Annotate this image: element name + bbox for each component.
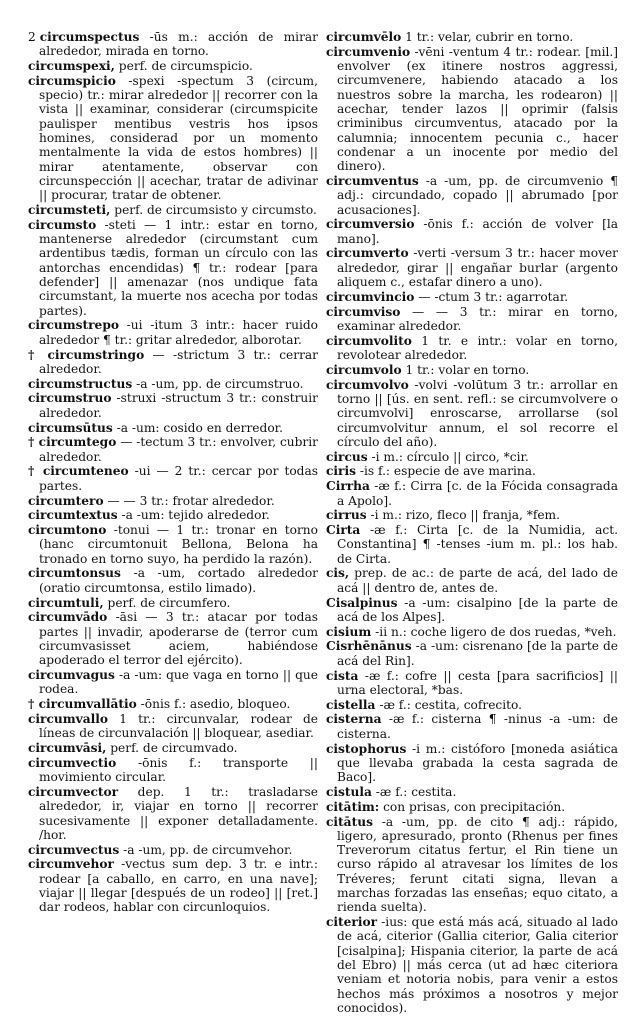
entry-headword: Cisalpinus — [326, 595, 398, 610]
entry-headword: circumtextus — [28, 508, 118, 523]
entry-headword: circumvenio — [326, 44, 411, 59]
entry-definition: -spexi -spectum 3 (circum, specio) tr.: mirar alrededor || recorrer con la vista || examinar, considerar (circumspicite paulisper mentibus vestris hos ipsos homines, considerad por un momento mentalmente la vida de estos hombres) || mirar atentamente, observar con circunspección || acechar, tratar de adivinar || procurar, tratar de obtener. — [39, 73, 318, 203]
dictionary-entry — [28, 59, 318, 73]
entry-definition: -ōnis f.: transporte || movimiento circular. — [39, 755, 318, 785]
dictionary-entry — [28, 508, 318, 522]
dictionary-entry — [326, 479, 618, 508]
entry-headword: circumsteti, — [28, 203, 111, 218]
dictionary-entry — [326, 669, 618, 698]
entry-definition: -ui — 2 tr.: cercar por todas partes. — [39, 464, 318, 493]
dictionary-entry — [28, 697, 318, 711]
entry-definition: dep. 1 tr.: trasladarse alrededor, ir, viajar en torno || recorrer sucesivamente || exponer detalladamente. /hor. — [39, 784, 318, 842]
dictionary-entry — [326, 290, 618, 304]
entry-headword: circumvectus — [28, 842, 120, 857]
dictionary-entry — [326, 566, 618, 595]
entry-headword: † circumstringo — [28, 347, 145, 362]
dictionary-entry — [326, 45, 618, 174]
entry-headword: † circumteneo — [28, 464, 129, 479]
dictionary-entry — [28, 756, 318, 785]
dictionary-entry — [326, 698, 618, 712]
entry-headword: circumtero — [28, 493, 104, 508]
dictionary-entry — [28, 30, 318, 59]
entry-definition: — -ctum 3 tr.: agarrotar. — [414, 289, 569, 304]
entry-definition: -a -um, pp. de circumstruo. — [132, 376, 304, 391]
dictionary-entry — [326, 378, 618, 449]
entry-definition: -æ f.: Cirra [c. de la Fócida consagrada a Apolo]. — [337, 479, 618, 508]
entry-headword: circumvehor — [28, 857, 114, 872]
dictionary-entry — [28, 843, 318, 857]
entry-headword: circumstrepo — [28, 318, 119, 333]
dictionary-entry — [326, 508, 618, 522]
dictionary-entry — [28, 523, 318, 566]
entry-headword: circumspexi, — [28, 59, 115, 74]
entry-definition: -struxi -structum 3 tr.: construir alrededor. — [39, 391, 318, 420]
entry-headword: † circumtego — [28, 435, 117, 450]
dictionary-entry — [28, 566, 318, 595]
entry-headword: circumsūtus — [28, 420, 113, 435]
entry-headword: † circumvallātio — [28, 697, 137, 712]
entry-headword: circus — [326, 449, 368, 464]
entry-headword: cistella — [326, 697, 376, 712]
entry-headword: circumventus — [326, 173, 419, 188]
entry-definition: -steti — 1 intr.: estar en torno, mantenerse alrededor (circumstant cum ardentibus tædis, forman un círculo con las antorchas encendidas) ¶ tr.: rodear [para defender] || amenazar (nos undique fata circumstant, la muerte nos acecha por todas partes). — [39, 217, 318, 318]
entry-definition: -a -um, pp. de circumvehor. — [119, 842, 293, 857]
dictionary-entry — [326, 217, 618, 246]
entry-definition: -a -um, pp. de cito ¶ adj.: rápido, ligero, apresurado, pronto (Rhenus per fines Treverorum citatus fertur, el Rin tiene un curso rápido al atravesar los límites de los Tréveres; ferunt citati signa, llevan a marchas forzadas las enseñas; equo citato, a rienda suelta). — [337, 814, 618, 915]
entry-definition: perf. de circumsisto y circumsto. — [110, 203, 317, 218]
entry-definition: -ui -itum 3 intr.: hacer ruido alrededor ¶ tr.: gritar alrededor, alborotar. — [39, 318, 318, 347]
entry-definition: -āsi — 3 tr.: atacar por todas partes || invadir, apoderarse de (terror cum circumvasisset aciem, habiéndose apoderado el terror del ejército). — [39, 610, 318, 668]
entry-definition: -i m.: cistóforo [moneda asiática que llevaba grabada la cesta sagrada de Baco]. — [337, 741, 618, 785]
entry-definition: -tonui — 1 tr.: tronar en torno (hanc circumtonuit Bellona, Belona ha tronado en torno suyo, ha perdido la razón). — [39, 523, 318, 566]
dictionary-entry — [326, 596, 618, 625]
dictionary-entry — [28, 741, 318, 755]
entry-headword: Cirrha — [326, 479, 370, 494]
dictionary-entry — [326, 464, 618, 478]
entry-headword: circumspectus — [39, 30, 140, 44]
entry-definition: -is f.: especie de ave marina. — [355, 464, 536, 479]
entry-headword: circumtono — [28, 523, 107, 538]
entry-headword: circumvolvo — [326, 377, 409, 392]
dictionary-entry — [28, 377, 318, 391]
entry-headword: Cirta — [326, 523, 361, 538]
entry-headword: circumvallo — [28, 711, 109, 726]
dictionary-entry — [326, 305, 618, 334]
entry-definition: prep. de ac.: de parte de acá, del lado de acá || dentro de, antes de. — [337, 566, 618, 595]
entry-definition: 1 tr. e intr.: volar en torno, revolotear alrededor. — [337, 333, 618, 363]
dictionary-entry — [28, 464, 318, 493]
entry-definition: con prisas, con precipitación. — [379, 799, 566, 814]
dictionary-entry — [326, 523, 618, 566]
entry-headword: cisterna — [326, 712, 382, 727]
entry-headword: circumvādo — [28, 610, 108, 625]
entry-definition: -a -um: que vaga en torno || que rodea. — [39, 668, 318, 697]
dictionary-entry — [326, 450, 618, 464]
dictionary-entry — [28, 785, 318, 842]
right-column — [326, 30, 618, 1016]
dictionary-entry — [326, 915, 618, 1015]
entry-definition: -i m.: rizo, fleco || franja, *fem. — [366, 508, 560, 523]
dictionary-entry — [326, 246, 618, 289]
entry-headword: circumstruo — [28, 391, 112, 406]
dictionary-entry — [28, 494, 318, 508]
entry-headword: circumviso — [326, 304, 401, 319]
dictionary-entry — [28, 348, 318, 377]
entry-headword: circumversio — [326, 217, 415, 232]
entry-headword: circumvolo — [326, 362, 402, 377]
page-number: 2 — [28, 30, 36, 44]
dictionary-entry — [28, 218, 318, 318]
entry-definition: -æ f.: Cirta [c. de la Numidia, act. Constantina] ¶ -tenses -ium m. pl.: los hab. de Cirta. — [337, 523, 618, 566]
entry-headword: circumvāsi, — [28, 741, 107, 756]
dictionary-entry — [326, 712, 618, 741]
entry-headword: circumstructus — [28, 376, 133, 391]
entry-headword: cis, — [326, 566, 350, 581]
entry-definition: 1 tr.: velar, cubrir en torno. — [401, 30, 574, 44]
entry-definition: perf. de circumvado. — [106, 741, 238, 756]
entry-definition: -ōnis f.: acción de volver [la mano]. — [337, 217, 618, 246]
entry-definition: — -tectum 3 tr.: envolver, cubrir alrededor. — [39, 435, 318, 464]
dictionary-entry — [28, 596, 318, 610]
entry-definition: perf. de circumspicio. — [114, 59, 253, 74]
entry-headword: circumspicio — [28, 73, 116, 88]
entry-definition: -æ f.: cestita, cofrecito. — [375, 697, 523, 712]
entry-definition: -vēni -ventum 4 tr.: rodear. [mil.] envolver (ex itinere nostros aggressi, circumvenere, habiendo atacado a los nuestros sobre la marcha, les rodearon) || acechar, tender lazos || oprimir (falsis criminibus circumventus, atacado por la calumnia; innocentem pecunia c., hacer condenar a un inocente por medio del dinero). — [337, 44, 618, 174]
entry-definition: — — 3 tr.: mirar en torno, examinar alrededor. — [337, 304, 618, 333]
dictionary-entry — [28, 857, 318, 914]
entry-headword: circumsto — [28, 217, 97, 232]
entry-headword: citātim: — [326, 799, 380, 814]
entry-definition: — — 3 tr.: frotar alrededor. — [103, 493, 275, 508]
dictionary-entry — [326, 174, 618, 217]
entry-headword: Cisrhēnānus — [326, 639, 412, 654]
dictionary-entry — [326, 639, 618, 668]
entry-definition: 1 tr.: volar en torno. — [401, 362, 530, 377]
entry-definition: -a -um, cortado alrededor (oratio circumtonsa, estilo limado). — [39, 566, 318, 595]
entry-headword: circumvagus — [28, 668, 115, 683]
entry-headword: circumverto — [326, 246, 409, 261]
dictionary-entry — [326, 800, 618, 814]
dictionary-entry — [28, 668, 318, 697]
entry-definition: -i m.: círculo || circo, *cir. — [367, 449, 529, 464]
entry-definition: — -strictum 3 tr.: cerrar alrededor. — [39, 347, 318, 376]
dictionary-entry — [28, 610, 318, 667]
entry-definition: -a -um: tejido alrededor. — [117, 508, 270, 523]
dictionary-entry — [28, 318, 318, 347]
dictionary-entry — [28, 421, 318, 435]
dictionary-entry — [28, 435, 318, 464]
entry-definition: -a -um: cisrenano [de la parte de acá del Rin]. — [337, 639, 618, 668]
entry-headword: circumvēlo — [326, 30, 402, 44]
entry-headword: circumtuli, — [28, 595, 104, 610]
entry-definition: -verti -versum 3 tr.: hacer mover alrededor, girar || engañar burlar (argento aliquem c., estafar dinero a uno). — [337, 246, 618, 290]
entry-headword: ciris — [326, 464, 356, 479]
entry-headword: cirrus — [326, 508, 367, 523]
entry-headword: cistula — [326, 784, 372, 799]
entry-headword: circumvectio — [28, 755, 117, 770]
dictionary-entry — [326, 785, 618, 799]
entry-definition: -ōnis f.: asedio, bloqueo. — [136, 697, 291, 712]
dictionary-entry — [326, 815, 618, 915]
entry-headword: cista — [326, 668, 359, 683]
entry-definition: -ūs m.: acción de mirar alrededor, mirada en torno. — [39, 30, 318, 59]
entry-definition: -æ f.: cofre || cesta [para sacrificios] || urna electoral, *bas. — [337, 668, 618, 697]
dictionary-entry — [28, 712, 318, 741]
entry-headword: circumvector — [28, 784, 119, 799]
dictionary-entry — [28, 74, 318, 203]
dictionary-entry — [326, 625, 618, 639]
entry-definition: -ii n.: coche ligero de dos ruedas, *veh. — [371, 624, 617, 639]
entry-definition: -ius: que está más acá, situado al lado de acá, citerior (Gallia citerior, Galia citerior [cisalpina]; Hispania citerior, la parte de acá del Ebro) || más cerca (ut ad hæc citeriora veniam et notoria nobis, para venir a estos hechos más próximos a nosotros y mejor conocidos). — [337, 915, 618, 1015]
entry-definition: -a -um: cosido en derredor. — [112, 420, 284, 435]
left-column — [28, 30, 318, 915]
entry-definition: perf. de circumfero. — [103, 595, 231, 610]
entry-definition: -æ f.: cestita. — [371, 784, 457, 799]
dictionary-entry — [28, 391, 318, 420]
entry-headword: citerior — [326, 915, 378, 930]
dictionary-entry — [326, 30, 618, 44]
entry-definition: -a -um, pp. de circumvenio ¶ adj.: circundado, copado || abrumado [por acusaciones]. — [337, 173, 618, 217]
entry-definition: 1 tr.: circunvalar, rodear de líneas de circunvalación || bloquear, asediar. — [39, 711, 318, 741]
dictionary-entry — [326, 742, 618, 785]
dictionary-entry — [326, 334, 618, 363]
entry-definition: -volvi -volūtum 3 tr.: arrollar en torno || [ús. en sent. refl.: se circumvolvere o circumvolvi] enroscarse, arrollarse (sol circumvolvitur annum, el sol recorre el círculo del año). — [337, 377, 618, 449]
entry-headword: circumtonsus — [28, 566, 121, 581]
entry-headword: cistophorus — [326, 741, 407, 756]
dictionary-entry — [28, 203, 318, 217]
entry-headword: circumvincio — [326, 289, 415, 304]
entry-definition: -a -um: cisalpino [de la parte de acá de los Alpes]. — [337, 595, 618, 624]
entry-headword: cisium — [326, 624, 372, 639]
entry-headword: circumvolito — [326, 333, 412, 348]
entry-definition: -vectus sum dep. 3 tr. e intr.: rodear [a caballo, en carro, en una nave]; viajar || llegar [después de un rodeo] || [ret.] dar rodeos, hablar con circunloquios. — [39, 857, 318, 915]
entry-definition: -æ f.: cisterna ¶ -ninus -a -um: de cisterna. — [337, 712, 618, 741]
dictionary-entry — [326, 363, 618, 377]
entry-headword: citātus — [326, 814, 373, 829]
column-divider — [320, 30, 321, 920]
